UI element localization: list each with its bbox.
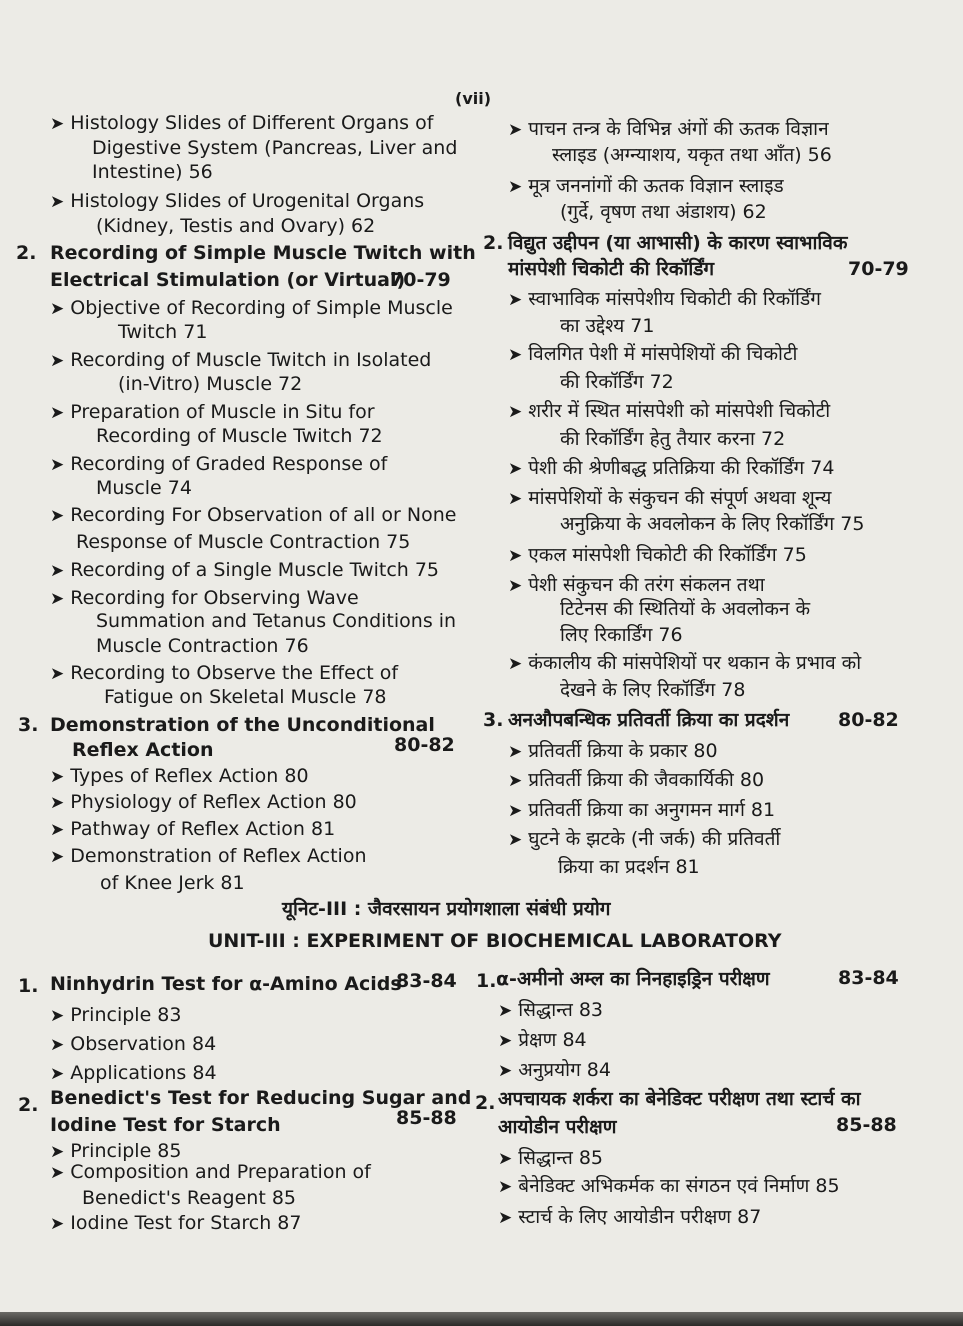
list-item: ➤ Demonstration of Reflex Action [50, 845, 367, 867]
list-item: ➤ शरीर में स्थित मांसपेशी को मांसपेशी चिकोटी [508, 400, 831, 422]
list-item: ➤ सिद्धान्त 85 [498, 1147, 604, 1169]
arrowhead-bullet-icon: ➤ [50, 114, 65, 134]
list-item: ➤ बेनेडिक्ट अभिकर्मक का संगठन एवं निर्माण 85 [498, 1175, 840, 1197]
list-item: ➤ प्रतिवर्ती क्रिया की जैवकार्यिकी 80 [508, 769, 765, 791]
arrowhead-bullet-icon: ➤ [50, 299, 65, 319]
list-item: ➤ Pathway of Reflex Action 81 [50, 818, 336, 840]
section-heading: Demonstration of the Unconditional [50, 714, 435, 736]
list-item: ➤ घुटने के झटके (नी जर्क) की प्रतिवर्ती [508, 828, 781, 850]
page-edge-shadow [0, 1312, 963, 1326]
arrowhead-bullet-icon: ➤ [508, 120, 523, 140]
list-item: ➤ Histology Slides of Different Organs of [50, 112, 434, 134]
list-item: ➤ Recording For Observation of all or None [50, 504, 457, 526]
section-page-range: 83-84 [838, 967, 899, 989]
section-number: 1. [18, 975, 39, 997]
arrowhead-bullet-icon: ➤ [50, 1006, 65, 1026]
section-page-range: 80-82 [838, 709, 899, 731]
arrowhead-bullet-icon: ➤ [50, 1214, 65, 1234]
list-item-cont: की रिकॉर्डिंग 72 [560, 371, 674, 393]
arrowhead-bullet-icon: ➤ [498, 1177, 513, 1197]
list-item: ➤ Recording of a Single Muscle Twitch 75 [50, 559, 440, 581]
list-item: ➤ Preparation of Muscle in Situ for [50, 401, 375, 423]
arrowhead-bullet-icon: ➤ [50, 351, 65, 371]
list-item-cont: क्रिया का प्रदर्शन 81 [558, 856, 700, 878]
list-item-cont: Response of Muscle Contraction 75 [76, 531, 411, 553]
list-item: ➤ पेशी संकुचन की तरंग संकलन तथा [508, 574, 765, 596]
unit-heading-english: UNIT-III : EXPERIMENT OF BIOCHEMICAL LABORATORY [208, 930, 782, 952]
arrowhead-bullet-icon: ➤ [508, 742, 523, 762]
arrowhead-bullet-icon: ➤ [50, 192, 65, 212]
page-number: (vii) [455, 89, 492, 108]
section-heading-cont: Electrical Stimulation (or Virtual) [50, 269, 406, 291]
section-heading-cont: मांसपेशी चिकोटी की रिकॉर्डिंग [508, 258, 715, 280]
list-item: ➤ Recording for Observing Wave [50, 587, 359, 609]
arrowhead-bullet-icon: ➤ [50, 403, 65, 423]
list-item: ➤ Objective of Recording of Simple Muscle [50, 297, 453, 319]
section-number: 2. [483, 232, 504, 254]
list-item: ➤ Observation 84 [50, 1033, 217, 1055]
list-item-cont: Fatigue on Skeletal Muscle 78 [104, 686, 387, 708]
section-page-range: 83-84 [396, 970, 457, 992]
list-item: ➤ Recording of Muscle Twitch in Isolated [50, 349, 432, 371]
list-item-cont: स्लाइड (अग्न्याशय, यकृत तथा आँत) 56 [552, 144, 832, 166]
section-number: 2. [18, 1094, 39, 1116]
arrowhead-bullet-icon: ➤ [508, 402, 523, 422]
section-number: 3. [483, 709, 504, 731]
list-item-cont: Intestine) 56 [92, 161, 213, 183]
list-item: ➤ एकल मांसपेशी चिकोटी की रिकॉर्डिंग 75 [508, 544, 807, 566]
arrowhead-bullet-icon: ➤ [508, 459, 523, 479]
section-page-range: 80-82 [394, 734, 455, 756]
list-item: ➤ प्रतिवर्ती क्रिया के प्रकार 80 [508, 740, 718, 762]
section-heading: विद्युत उद्दीपन (या आभासी) के कारण स्वाभाविक [508, 232, 848, 254]
list-item: ➤ स्वाभाविक मांसपेशीय चिकोटी की रिकॉर्डिंग [508, 288, 821, 310]
list-item: ➤ Composition and Preparation of [50, 1161, 371, 1183]
list-item: ➤ स्टार्च के लिए आयोडीन परीक्षण 87 [498, 1206, 762, 1228]
list-item: ➤ Types of Reflex Action 80 [50, 765, 309, 787]
arrowhead-bullet-icon: ➤ [50, 506, 65, 526]
section-page-range: 85-88 [396, 1107, 457, 1129]
arrowhead-bullet-icon: ➤ [50, 793, 65, 813]
list-item: ➤ मूत्र जननांगों की ऊतक विज्ञान स्लाइड [508, 175, 784, 197]
list-item-cont: (in-Vitro) Muscle 72 [118, 373, 303, 395]
list-item: ➤ Recording to Observe the Effect of [50, 662, 399, 684]
arrowhead-bullet-icon: ➤ [508, 489, 523, 509]
list-item-cont: (Kidney, Testis and Ovary) 62 [96, 215, 376, 237]
section-heading-cont: Reflex Action [72, 739, 214, 761]
section-number: 2. [475, 1092, 496, 1114]
arrowhead-bullet-icon: ➤ [50, 847, 65, 867]
section-heading: Benedict's Test for Reducing Sugar and [50, 1087, 472, 1109]
list-item-cont: की रिकॉर्डिंग हेतु तैयार करना 72 [560, 428, 786, 450]
arrowhead-bullet-icon: ➤ [50, 455, 65, 475]
list-item-cont: Summation and Tetanus Conditions in [96, 610, 457, 632]
arrowhead-bullet-icon: ➤ [498, 1149, 513, 1169]
arrowhead-bullet-icon: ➤ [508, 654, 523, 674]
list-item: ➤ Physiology of Reflex Action 80 [50, 791, 357, 813]
list-item-cont: का उद्देश्य 71 [560, 315, 655, 337]
arrowhead-bullet-icon: ➤ [508, 290, 523, 310]
arrowhead-bullet-icon: ➤ [498, 1001, 513, 1021]
list-item-cont: (गुर्दे, वृषण तथा अंडाशय) 62 [560, 201, 767, 223]
arrowhead-bullet-icon: ➤ [50, 561, 65, 581]
section-heading: Ninhydrin Test for α-Amino Acids [50, 973, 402, 995]
list-item: ➤ Principle 85 [50, 1140, 182, 1162]
list-item: ➤ प्रतिवर्ती क्रिया का अनुगमन मार्ग 81 [508, 799, 776, 821]
arrowhead-bullet-icon: ➤ [508, 830, 523, 850]
arrowhead-bullet-icon: ➤ [50, 1064, 65, 1084]
arrowhead-bullet-icon: ➤ [50, 1035, 65, 1055]
section-heading: α-अमीनो अम्ल का निनहाइड्रिन परीक्षण [496, 968, 770, 990]
list-item: ➤ पेशी की श्रेणीबद्ध प्रतिक्रिया की रिकॉर्डिंग 74 [508, 457, 835, 479]
section-heading-cont: आयोडीन परीक्षण [498, 1116, 617, 1138]
list-item-cont: देखने के लिए रिकॉर्डिंग 78 [560, 679, 746, 701]
arrowhead-bullet-icon: ➤ [508, 546, 523, 566]
arrowhead-bullet-icon: ➤ [50, 1142, 65, 1162]
list-item: ➤ Applications 84 [50, 1062, 217, 1084]
list-item: ➤ Iodine Test for Starch 87 [50, 1212, 302, 1234]
list-item-cont: of Knee Jerk 81 [100, 872, 245, 894]
list-item-cont: अनुक्रिया के अवलोकन के लिए रिकॉर्डिंग 75 [560, 513, 865, 535]
arrowhead-bullet-icon: ➤ [50, 1163, 65, 1183]
list-item-cont: Digestive System (Pancreas, Liver and [92, 137, 458, 159]
arrowhead-bullet-icon: ➤ [50, 664, 65, 684]
list-item: ➤ पाचन तन्त्र के विभिन्न अंगों की ऊतक विज्ञान [508, 118, 829, 140]
list-item-cont: Twitch 71 [118, 321, 208, 343]
list-item: ➤ सिद्धान्त 83 [498, 999, 604, 1021]
arrowhead-bullet-icon: ➤ [508, 345, 523, 365]
arrowhead-bullet-icon: ➤ [498, 1031, 513, 1051]
arrowhead-bullet-icon: ➤ [508, 177, 523, 197]
section-page-range: 85-88 [836, 1114, 897, 1136]
arrowhead-bullet-icon: ➤ [50, 589, 65, 609]
list-item: ➤ कंकालीय की मांसपेशियों पर थकान के प्रभाव को [508, 652, 862, 674]
list-item: ➤ मांसपेशियों के संकुचन की संपूर्ण अथवा शून्य [508, 487, 832, 509]
section-number: 3. [18, 714, 39, 736]
arrowhead-bullet-icon: ➤ [508, 801, 523, 821]
arrowhead-bullet-icon: ➤ [498, 1208, 513, 1228]
section-heading: अनऔपबन्धिक प्रतिवर्ती क्रिया का प्रदर्शन [508, 709, 790, 731]
list-item-cont: Muscle 74 [96, 477, 192, 499]
arrowhead-bullet-icon: ➤ [508, 576, 523, 596]
arrowhead-bullet-icon: ➤ [50, 820, 65, 840]
list-item: ➤ अनुप्रयोग 84 [498, 1059, 611, 1081]
arrowhead-bullet-icon: ➤ [498, 1061, 513, 1081]
list-item: ➤ Histology Slides of Urogenital Organs [50, 190, 425, 212]
list-item-cont: Benedict's Reagent 85 [82, 1187, 296, 1209]
unit-heading-hindi: यूनिट-III : जैवरसायन प्रयोगशाला संबंधी प्रयोग [282, 898, 611, 920]
list-item: ➤ विलगित पेशी में मांसपेशियों की चिकोटी [508, 343, 798, 365]
section-page-range: 70-79 [390, 269, 451, 291]
list-item-cont: लिए रिकार्डिंग 76 [560, 624, 683, 646]
list-item: ➤ Recording of Graded Response of [50, 453, 388, 475]
section-number: 1. [476, 970, 497, 992]
section-heading-cont: Iodine Test for Starch [50, 1114, 281, 1136]
list-item-cont: Recording of Muscle Twitch 72 [96, 425, 383, 447]
list-item-cont: टिटेनस की स्थितियों के अवलोकन के [560, 598, 811, 620]
section-heading: Recording of Simple Muscle Twitch with [50, 242, 476, 264]
section-number: 2. [16, 242, 37, 264]
list-item-cont: Muscle Contraction 76 [96, 635, 309, 657]
section-heading: अपचायक शर्करा का बेनेडिक्ट परीक्षण तथा स्टार्च का [498, 1088, 861, 1110]
arrowhead-bullet-icon: ➤ [50, 767, 65, 787]
arrowhead-bullet-icon: ➤ [508, 771, 523, 791]
list-item: ➤ प्रेक्षण 84 [498, 1029, 587, 1051]
section-page-range: 70-79 [848, 258, 909, 280]
list-item: ➤ Principle 83 [50, 1004, 182, 1026]
